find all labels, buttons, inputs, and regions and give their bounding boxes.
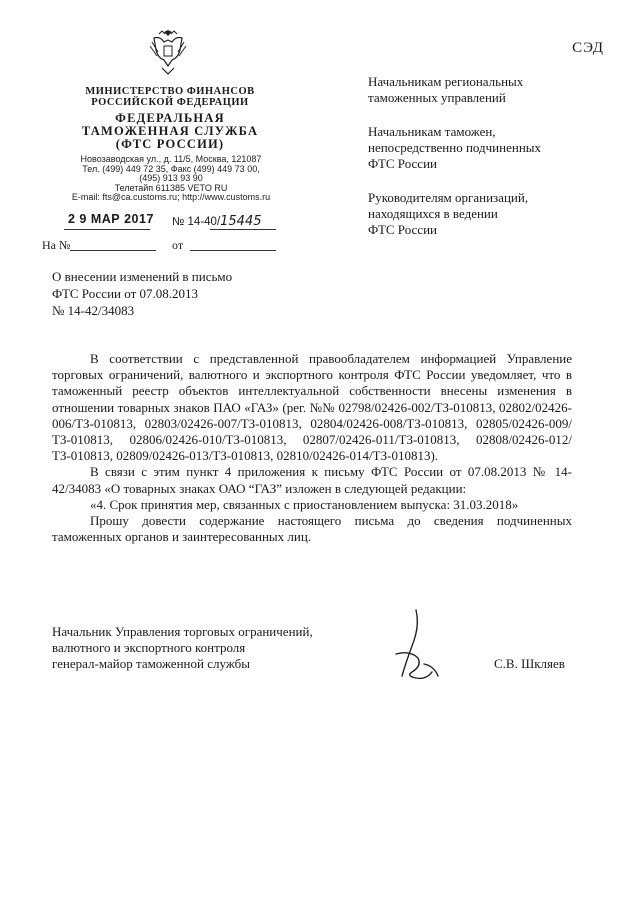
body-paragraph: «4. Срок принятия мер, связанных с приостановлением выпуска: 31.03.2018» — [90, 496, 519, 512]
letter-subject: О внесении изменений в письмо ФТС России от 07.08.2013 № 14-42/34083 — [52, 269, 233, 318]
ref-from-label: от — [172, 238, 184, 252]
handwritten-number: 15445 — [220, 214, 262, 229]
date-underline — [64, 229, 150, 230]
body-paragraph: В соответствии с представленной правообладателем информацией Управление торговых ограничений, валютного и экспортного контроля ФТС России уведомляет, что в таможенный реестр объектов интеллектуальной собственности внесены изменения в отношении товарных знаков ПАО «ГАЗ» (рег. №№ 02798/02426-002/ТЗ-010813, 02802/02426-006/ТЗ-010813, 02803/02426-007/ТЗ-010813, 02804/02426-008/ТЗ-010813, 02805/02426-009/ТЗ-010813, 02806/02426-010/ТЗ-010813, 02807/02426-011/ТЗ-010813, 02808/02426-012/ТЗ-010813, 02809/02426-013/ТЗ-010813, 02810/02426-014/ТЗ-010813). — [52, 351, 572, 464]
letter-body — [52, 351, 572, 545]
sed-mark: СЭД — [572, 40, 604, 56]
contact-details: Новозаводская ул., д. 11/5, Москва, 121087 Тел. (499) 449 72 35, Факс (499) 449 73 00, (495) 913 93 90 Телетайп 611385 VETO RU E-mail: fts@ca.customs.ru; http://www.customs.ru — [71, 154, 271, 202]
ref-number-underline — [70, 250, 156, 251]
number-underline — [210, 229, 276, 230]
addressee-customs: Начальникам таможен, непосредственно подчиненных ФТС России — [368, 124, 542, 171]
signatory-position: Начальник Управления торговых ограничений, валютного и экспортного контроля генерал-майор таможенной службы — [52, 624, 313, 671]
addressee-organizations: Руководителям организаций, находящихся в ведении ФТС России — [368, 190, 529, 237]
ref-date-underline — [190, 250, 276, 251]
body-paragraph: В связи с этим пункт 4 приложения к письму ФТС России от 07.08.2013 № 14-42/34083 «О товарных знаках ОАО “ГАЗ” изложен в следующей редакции: — [52, 464, 572, 496]
reference-line: На № — [42, 238, 71, 252]
service-name: ФЕДЕРАЛЬНАЯ ТАМОЖЕННАЯ СЛУЖБА (ФТС РОССИИ) — [81, 111, 259, 151]
coat-of-arms-icon — [148, 30, 188, 76]
ministry-name: МИНИСТЕРСТВО ФИНАНСОВ РОССИЙСКОЙ ФЕДЕРАЦИИ — [85, 86, 255, 108]
signatory-name: С.В. Шкляев — [494, 656, 565, 671]
body-paragraph: Прошу довести содержание настоящего письма до сведения подчиненных таможенных органов и заинтересованных лиц. — [52, 513, 572, 545]
handwritten-signature — [376, 606, 466, 696]
outgoing-number: № 14-40/15445 — [172, 214, 262, 229]
addressee-regional: Начальникам региональных таможенных управлений — [368, 74, 524, 105]
letter-date: 2 9 МАР 2017 — [68, 212, 154, 226]
